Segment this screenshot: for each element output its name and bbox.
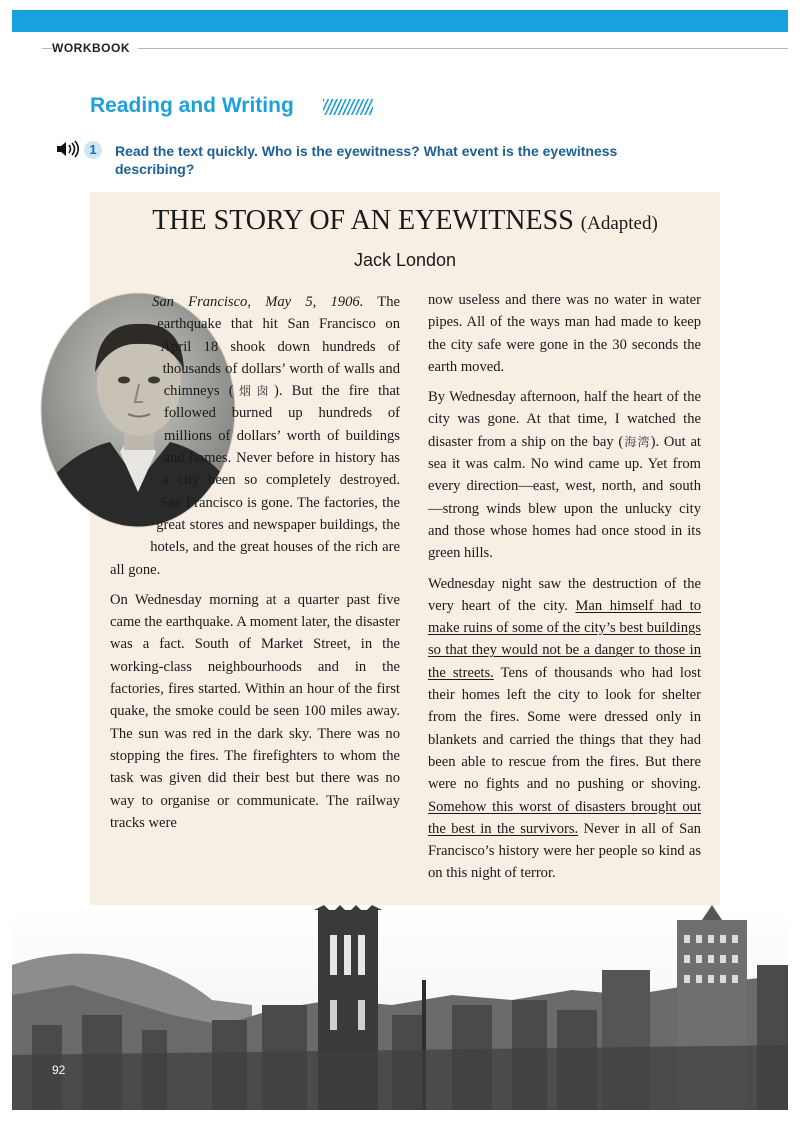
p1-text-b: ). But the fire that followed burned up hundreds of millions of dollars’ worth of buildings and homes. Never before in history has a city been so completely destroyed. San Francisco is gone. The factories, the great stores and newspaper buildings, the hotels, and the great houses of the rich are all gone. [110,383,400,578]
question-text: Read the text quickly. Who is the eyewitness? What event is the eyewitness describing? [115,143,618,177]
p1-chinese-gloss: 烟囱 [233,384,274,399]
article-title-note: (Adapted) [580,213,658,234]
question-number: 1 [84,141,102,159]
article-paragraph-3: now useless and there was no water in water pipes. All of the ways man had made to keep the city safe were gone in the 30 seconds the earth moved. [428,292,701,375]
article-title-main: THE STORY OF AN EYEWITNESS [152,205,574,236]
p4-text-a: By Wednesday afternoon, half the heart of the city was gone. At that time, I watched the disaster from a ship on the bay ( [428,389,701,450]
article-right-column [428,289,701,893]
p5-text-b: Tens of thousands who had lost their homes left the city to look for shelter from the fires. Some were dressed only in blankets and carried the things that they had been able to rescue from the fires. But there were no fights and no pushing or shoving. [428,664,701,793]
header-divider-gap [12,48,42,49]
section-title: Reading and Writing [90,94,294,117]
ruined-city-skyline-image [12,905,788,1110]
p5-underlined-sentence-2: Somehow this worst of disasters brought out the best in the survivors. [428,798,701,837]
p4-text-b: ). Out at sea it was calm. No wind came up. Yet from every direction—east, west, north, and south—strong winds blew upon the unlucky city and those whose homes had once stood in its green hills. [428,433,701,562]
p5-text-a: Wednesday night saw the destruction of the very heart of the city. [428,575,701,614]
article-author: Jack London [353,250,457,270]
p5-underlined-sentence-1: Man himself had to make ruins of some of the city’s best buildings so that they would not be a danger to those in the streets. [428,597,701,681]
speaker-icon[interactable] [56,140,80,158]
article-paragraph-4 [428,386,701,564]
page-number: 92 [52,1063,66,1077]
title-hatch-decoration [323,99,373,115]
article-title [90,205,720,237]
article-dateline: San Francisco, May 5, 1906. [152,294,364,310]
top-color-bar [12,10,788,32]
article-paragraph-2: On Wednesday morning at a quarter past five came the earthquake. A moment later, the disaster was a fact. South of Market Street, in the working-class neighbourhoods and in the factories, fires started. Within an hour of the first quake, the smoke could be seen 100 miles away. The sun was red in the dark sky. There was no stopping the fires. The firefighters to whom the task was given did their best but there was no way to organise or communicate. The railway tracks were [110,591,400,831]
workbook-label: WORKBOOK [52,41,138,55]
portrait-text-wrap [38,291,164,553]
p4-chinese-gloss: 海湾 [623,434,651,449]
p1-text-a: The earthquake that hit San Francisco on April 18 shook down hundreds of thousands of dollars’ worth of walls and chimneys ( [157,294,400,400]
p5-text-c: Never in all of San Francisco’s history were her people so kind as on this night of terror. [428,820,701,882]
article-left-column [110,291,400,842]
article-paragraph-5 [428,573,701,885]
